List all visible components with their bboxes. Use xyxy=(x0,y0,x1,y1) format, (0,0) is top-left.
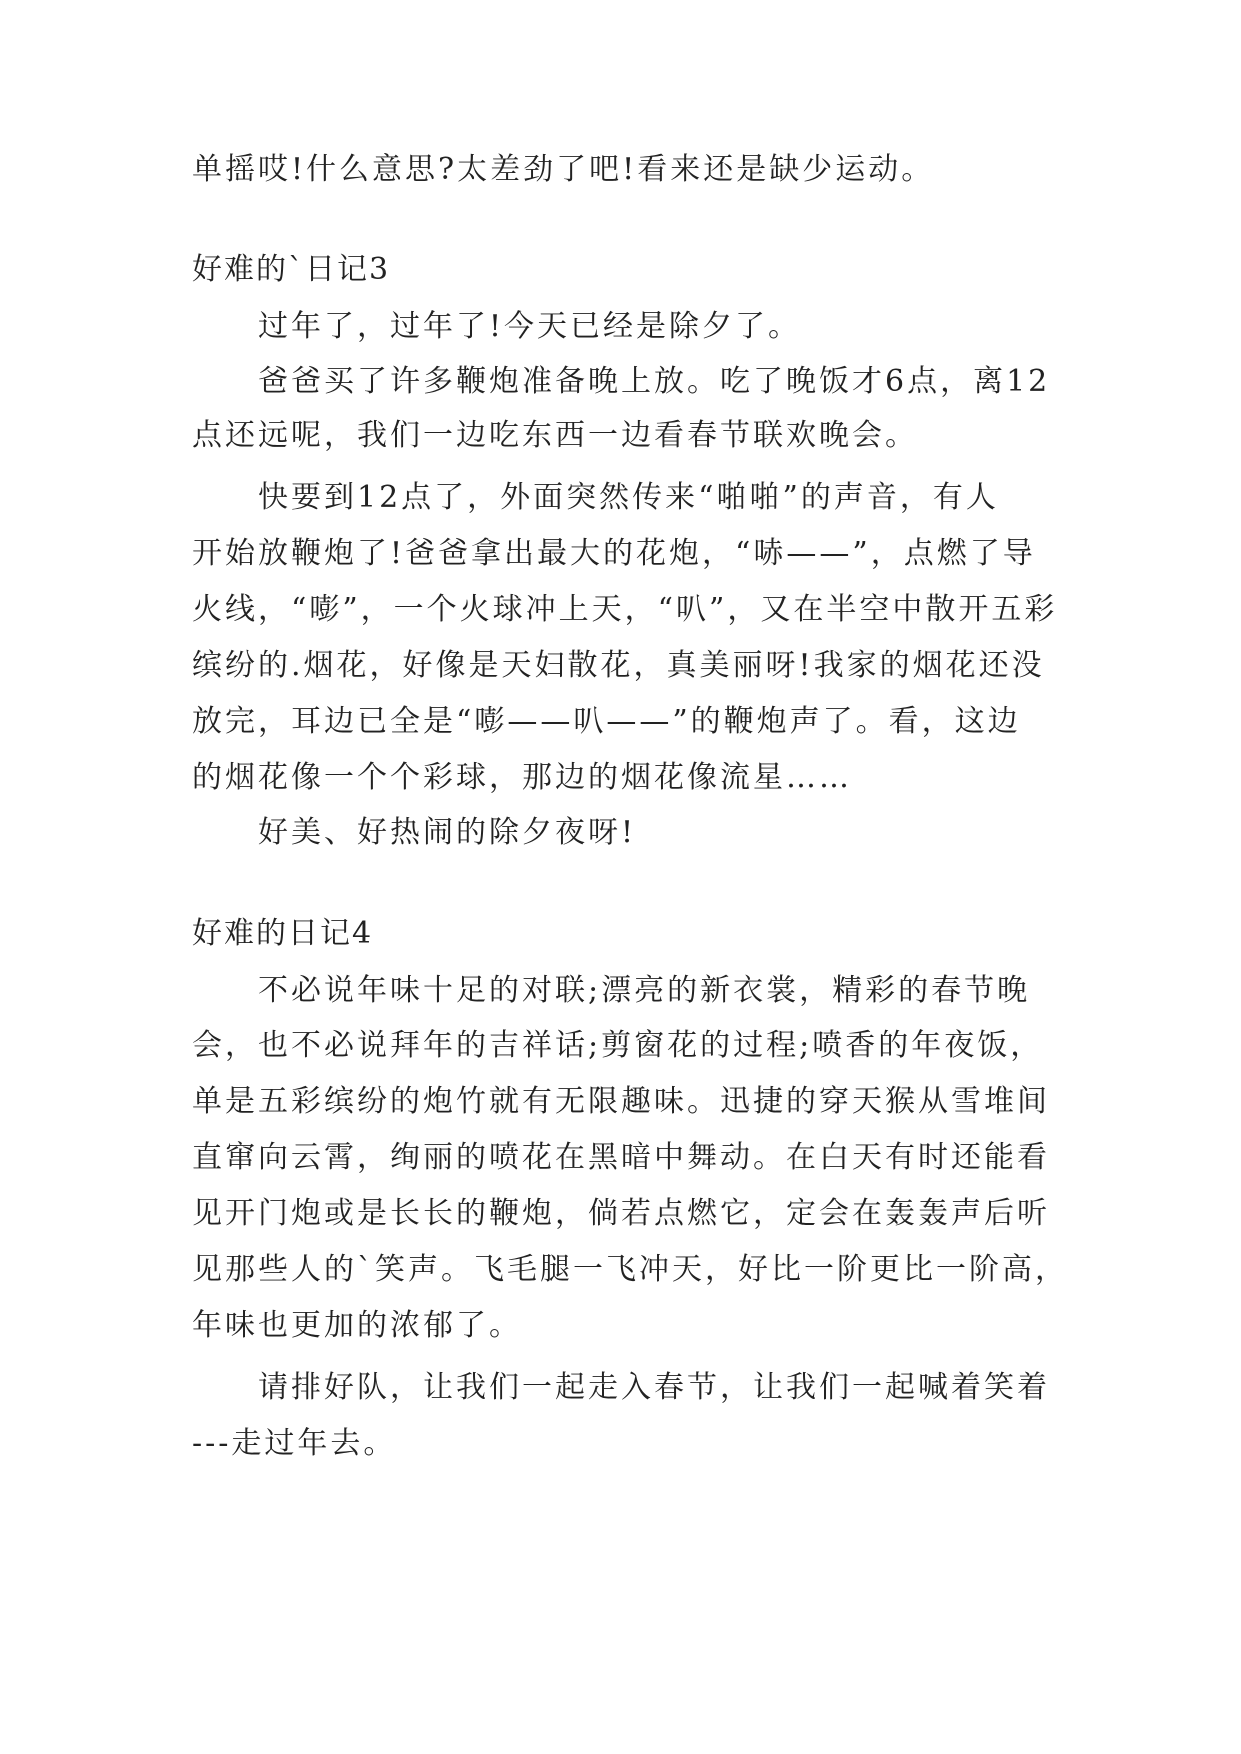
diary-heading-4: 好难的日记4 xyxy=(192,916,374,951)
paragraph-line: 火线，“嘭”，一个火球冲上天，“叭”，又在半空中散开五彩 xyxy=(192,592,1058,627)
paragraph-line: 见开门炮或是长长的鞭炮，倘若点燃它，定会在轰轰声后听 xyxy=(192,1196,1050,1231)
paragraph-line: 直窜向云霄，绚丽的喷花在黑暗中舞动。在白天有时还能看 xyxy=(192,1140,1050,1175)
paragraph-line: 好美、好热闹的除夕夜呀! xyxy=(258,815,637,850)
paragraph-line: 爸爸买了许多鞭炮准备晚上放。吃了晚饭才6点，离12 xyxy=(258,364,1051,399)
paragraph-line: 过年了，过年了!今天已经是除夕了。 xyxy=(258,309,802,344)
paragraph-line: 点还远呢，我们一边吃东西一边看春节联欢晚会。 xyxy=(192,418,918,453)
paragraph-line: 的烟花像一个个彩球，那边的烟花像流星…… xyxy=(192,760,852,795)
paragraph-line: 会，也不必说拜年的吉祥话;剪窗花的过程;喷香的年夜饭， xyxy=(192,1028,1044,1063)
diary-heading-3: 好难的`日记3 xyxy=(192,252,391,287)
paragraph-line: 开始放鞭炮了!爸爸拿出最大的花炮，“哧——”，点燃了导 xyxy=(192,536,1036,571)
paragraph-line: 单是五彩缤纷的炮竹就有无限趣味。迅捷的穿天猴从雪堆间 xyxy=(192,1084,1050,1119)
paragraph-line: 单摇哎!什么意思?太差劲了吧!看来还是缺少运动。 xyxy=(192,152,935,187)
paragraph-line: 请排好队，让我们一起走入春节，让我们一起喊着笑着 xyxy=(258,1370,1050,1405)
paragraph-line: 见那些人的`笑声。飞毛腿一飞冲天，好比一阶更比一阶高， xyxy=(192,1252,1068,1287)
paragraph-line: 快要到12点了，外面突然传来“啪啪”的声音，有人 xyxy=(258,480,999,515)
paragraph-line: ---走过年去。 xyxy=(192,1426,397,1461)
paragraph-line: 放完，耳边已全是“嘭——叭——”的鞭炮声了。看，这边 xyxy=(192,704,1021,739)
paragraph-line: 年味也更加的浓郁了。 xyxy=(192,1308,522,1343)
paragraph-line: 缤纷的.烟花，好像是天妇散花，真美丽呀!我家的烟花还没 xyxy=(192,648,1045,683)
paragraph-line: 不必说年味十足的对联;漂亮的新衣裳，精彩的春节晚 xyxy=(258,973,1031,1008)
